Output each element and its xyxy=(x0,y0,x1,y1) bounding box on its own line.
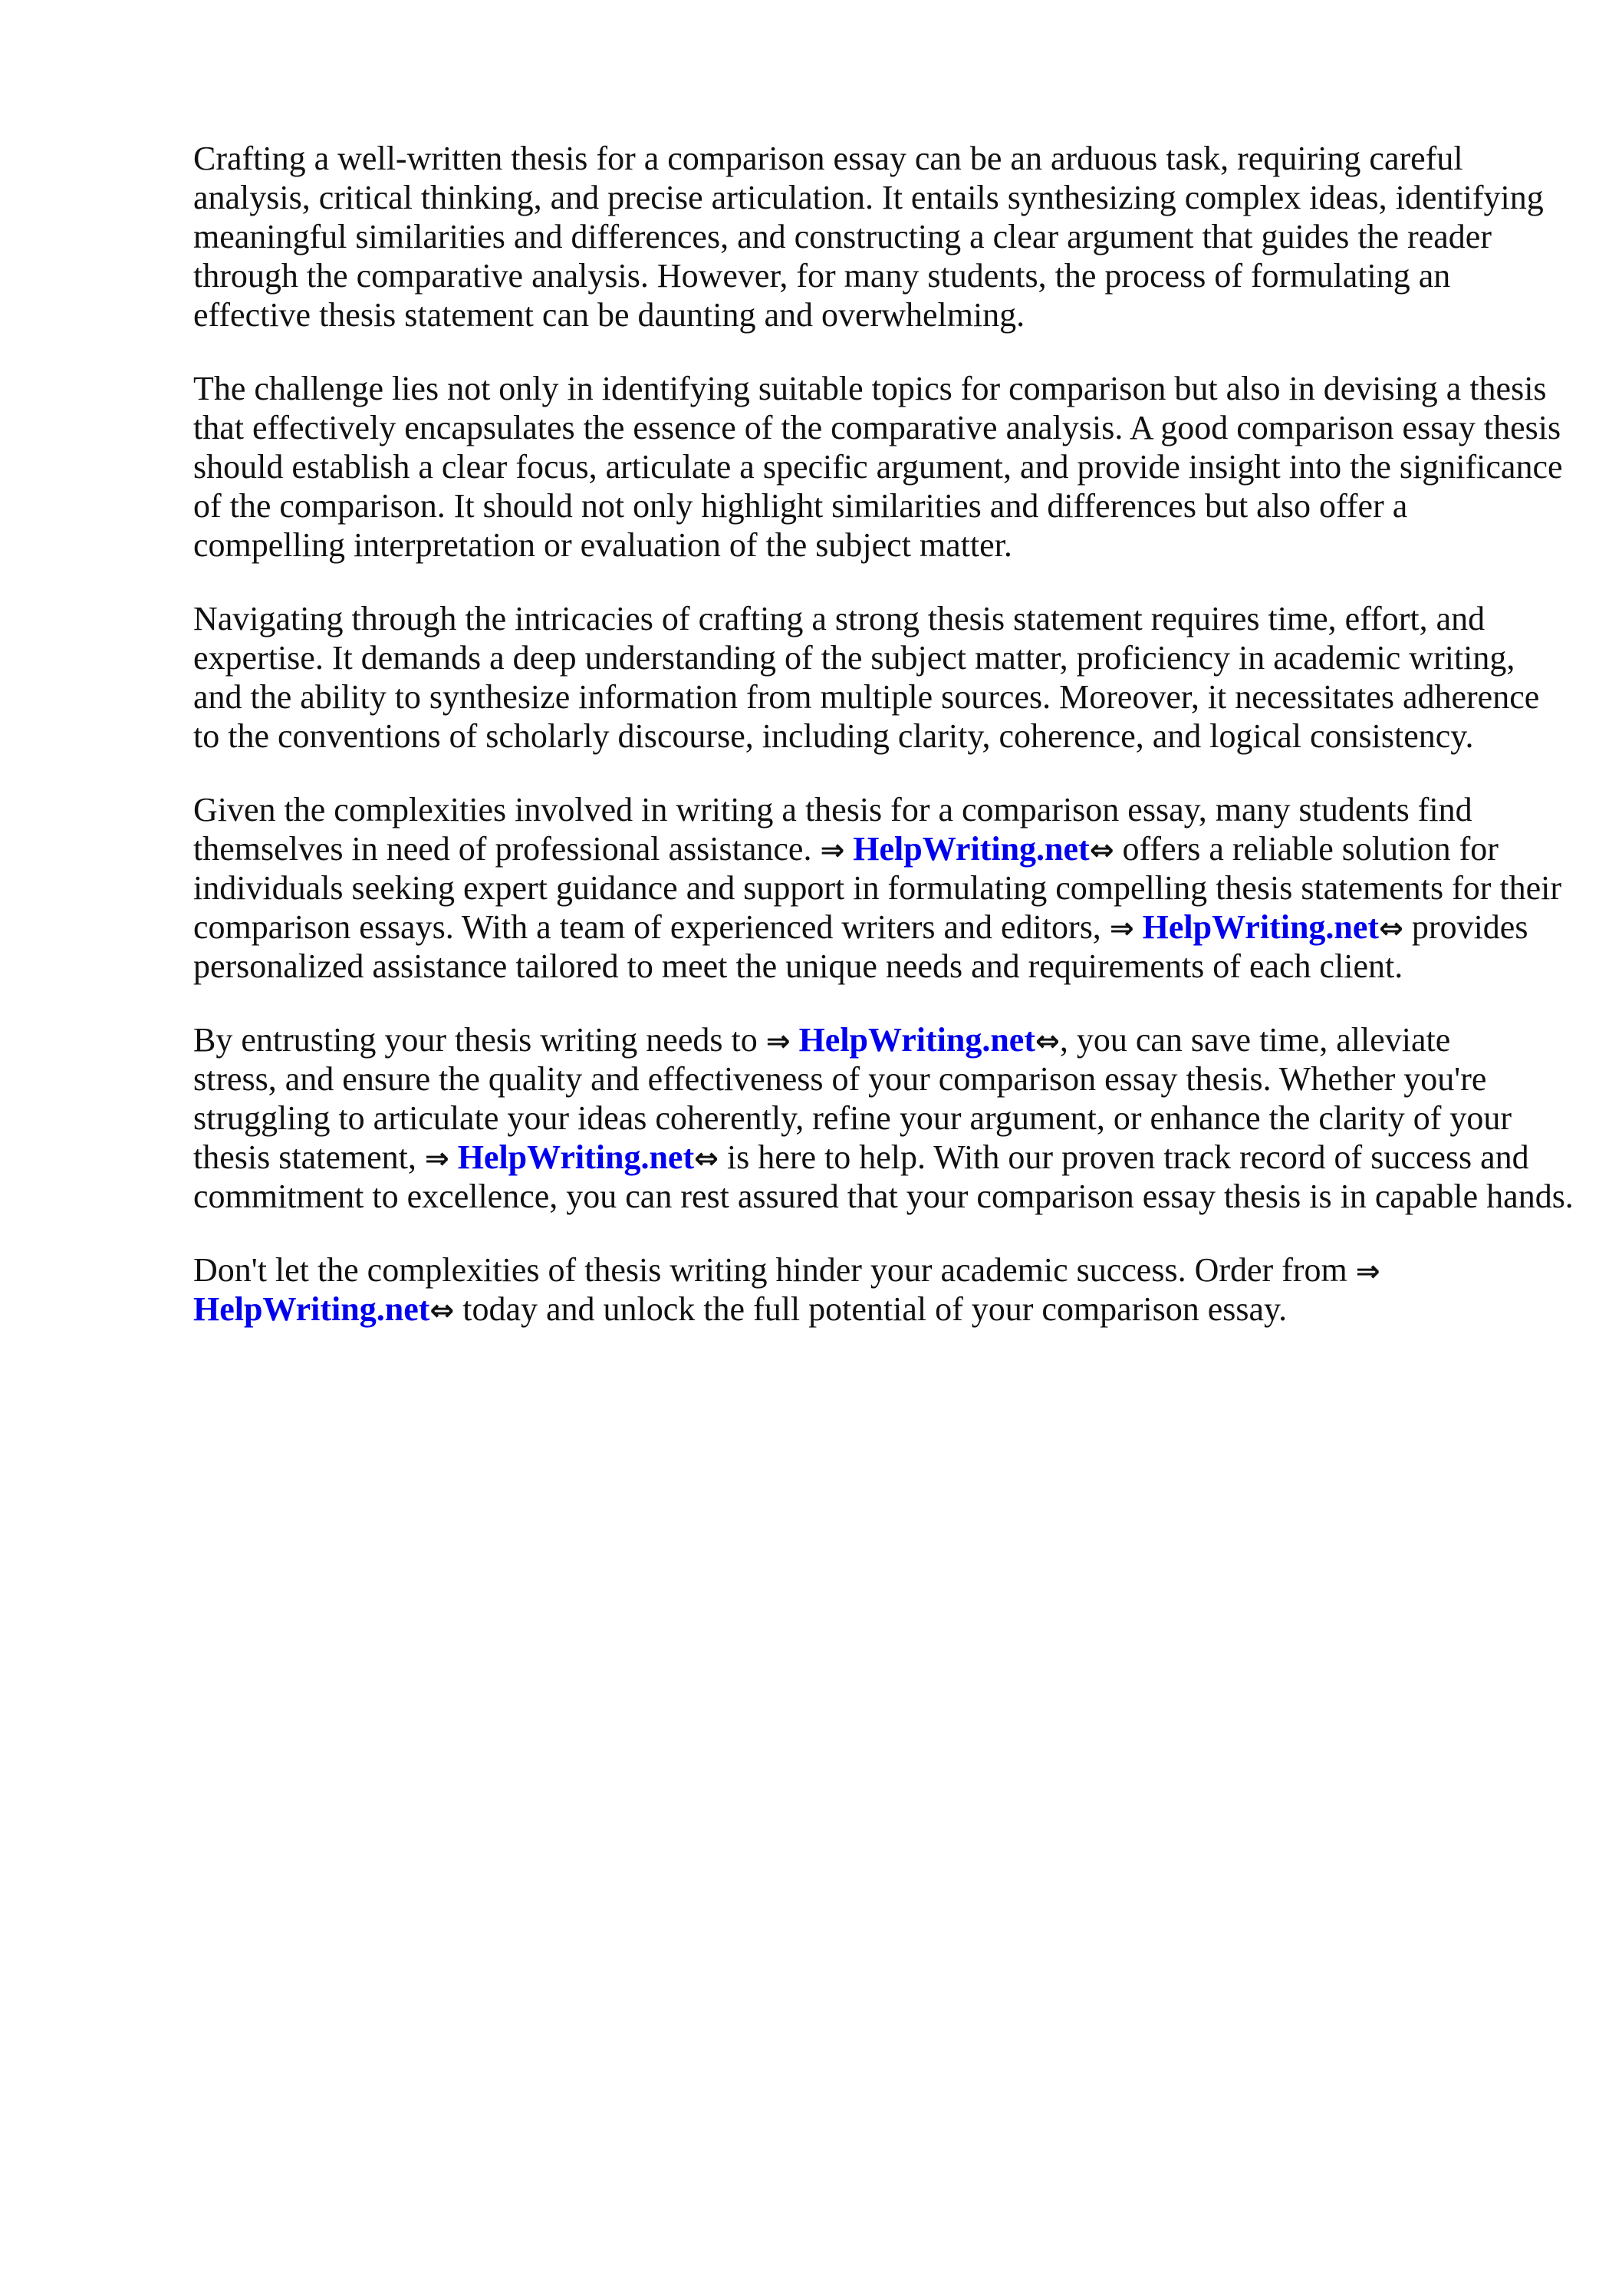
text: analysis, critical thinking, and precise articulation. It entails synthesizing complex ideas, identifying xyxy=(193,179,1544,216)
text: to the conventions of scholarly discourse, including clarity, coherence, and logical consistency. xyxy=(193,717,1474,755)
helpwriting-link[interactable]: HelpWriting.net xyxy=(1142,908,1380,946)
text-line xyxy=(193,369,1574,408)
text-line xyxy=(193,217,1574,256)
paragraph xyxy=(193,139,1574,334)
paragraph xyxy=(193,790,1574,986)
text-line xyxy=(193,1290,1574,1329)
text: By entrusting your thesis writing needs to xyxy=(193,1021,766,1059)
text: compelling interpretation or evaluation of the subject matter. xyxy=(193,526,1012,564)
double-arrow-right-icon: ⇒ xyxy=(765,1024,791,1058)
double-arrow-both-icon: ⇔ xyxy=(1089,833,1114,867)
text-line xyxy=(193,716,1574,756)
text xyxy=(449,1138,458,1176)
helpwriting-link[interactable]: HelpWriting.net xyxy=(798,1021,1035,1059)
text: stress, and ensure the quality and effectiveness of your comparison essay thesis. Whether you're xyxy=(193,1060,1487,1098)
text-line xyxy=(193,1250,1574,1290)
text: struggling to articulate your ideas coherently, refine your argument, or enhance the clarity of your xyxy=(193,1099,1512,1137)
paragraph xyxy=(193,1250,1574,1329)
text: Given the complexities involved in writing a thesis for a comparison essay, many students find xyxy=(193,791,1472,828)
text: commitment to excellence, you can rest assured that your comparison essay thesis is in capable hands. xyxy=(193,1178,1574,1215)
text xyxy=(1134,908,1143,946)
double-arrow-right-icon: ⇒ xyxy=(820,833,845,867)
text-line xyxy=(193,868,1574,908)
text-line xyxy=(193,1099,1574,1138)
text: individuals seeking expert guidance and support in formulating compelling thesis statements for their xyxy=(193,869,1562,907)
text-line xyxy=(193,295,1574,334)
text: and the ability to synthesize information from multiple sources. Moreover, it necessitates adherence xyxy=(193,678,1540,716)
double-arrow-both-icon: ⇔ xyxy=(694,1141,719,1175)
text: thesis statement, xyxy=(193,1138,425,1176)
double-arrow-both-icon: ⇔ xyxy=(1379,911,1403,945)
text: through the comparative analysis. However, for many students, the process of formulating an xyxy=(193,257,1451,295)
paragraph xyxy=(193,1020,1574,1216)
text-line xyxy=(193,599,1574,638)
text: Crafting a well-written thesis for a comparison essay can be an arduous task, requiring careful xyxy=(193,140,1463,177)
text: comparison essays. With a team of experienced writers and editors, xyxy=(193,908,1110,946)
text-line xyxy=(193,408,1574,447)
text: expertise. It demands a deep understanding of the subject matter, proficiency in academic writing, xyxy=(193,639,1515,677)
text: that effectively encapsulates the essence of the comparative analysis. A good comparison essay thesis xyxy=(193,409,1561,446)
double-arrow-right-icon: ⇒ xyxy=(1355,1254,1380,1288)
paragraph xyxy=(193,599,1574,756)
text-line xyxy=(193,677,1574,716)
text-line xyxy=(193,1138,1574,1177)
helpwriting-link[interactable]: HelpWriting.net xyxy=(457,1138,695,1176)
text: is here to help. With our proven track record of success and xyxy=(718,1138,1529,1176)
text: should establish a clear focus, articulate a specific argument, and provide insight into the significance xyxy=(193,448,1563,486)
text: personalized assistance tailored to meet the unique needs and requirements of each client. xyxy=(193,947,1403,985)
text: meaningful similarities and differences, and constructing a clear argument that guides the reader xyxy=(193,218,1492,255)
text-line xyxy=(193,525,1574,565)
text: today and unlock the full potential of your comparison essay. xyxy=(454,1290,1288,1328)
text-line xyxy=(193,1059,1574,1099)
text: offers a reliable solution for xyxy=(1114,830,1499,868)
text-line xyxy=(193,790,1574,829)
text-line xyxy=(193,829,1574,868)
text-line xyxy=(193,178,1574,217)
text-line xyxy=(193,638,1574,677)
text: , you can save time, alleviate xyxy=(1059,1021,1451,1059)
text-line xyxy=(193,447,1574,486)
double-arrow-both-icon: ⇔ xyxy=(429,1293,455,1327)
double-arrow-right-icon: ⇒ xyxy=(424,1141,449,1175)
text: effective thesis statement can be daunting and overwhelming. xyxy=(193,296,1025,334)
helpwriting-link[interactable]: HelpWriting.net xyxy=(853,830,1090,868)
helpwriting-link[interactable]: HelpWriting.net xyxy=(193,1290,430,1328)
text-line xyxy=(193,947,1574,986)
text-line xyxy=(193,139,1574,178)
text-line xyxy=(193,486,1574,525)
paragraph xyxy=(193,369,1574,565)
text-line xyxy=(193,908,1574,947)
text-line xyxy=(193,1020,1574,1059)
document-body xyxy=(193,139,1574,1363)
text: The challenge lies not only in identifying suitable topics for comparison but also in devising a thesis xyxy=(193,370,1547,407)
text xyxy=(791,1021,799,1059)
double-arrow-right-icon: ⇒ xyxy=(1109,911,1134,945)
text: Don't let the complexities of thesis writing hinder your academic success. Order from xyxy=(193,1251,1356,1289)
double-arrow-both-icon: ⇔ xyxy=(1035,1024,1060,1058)
text: Navigating through the intricacies of crafting a strong thesis statement requires time, effort, and xyxy=(193,600,1485,637)
text: themselves in need of professional assistance. xyxy=(193,830,821,868)
text xyxy=(844,830,853,868)
text: provides xyxy=(1403,908,1528,946)
text: of the comparison. It should not only highlight similarities and differences but also offer a xyxy=(193,487,1408,525)
text-line xyxy=(193,256,1574,295)
text-line xyxy=(193,1177,1574,1216)
